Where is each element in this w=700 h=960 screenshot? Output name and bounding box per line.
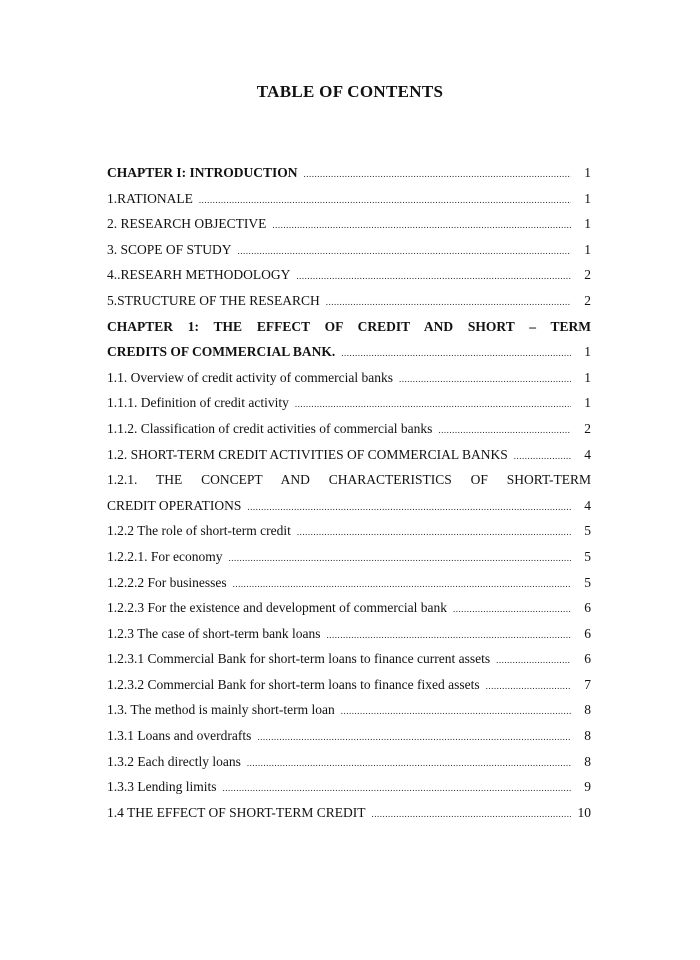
dot-leader <box>295 390 571 418</box>
toc-entry <box>107 646 591 672</box>
toc-entry-page-number: 2 <box>584 267 591 283</box>
toc-entry-page-number: 6 <box>584 651 591 667</box>
toc-entry <box>107 697 591 723</box>
toc-entry-page-number: 1 <box>584 395 591 411</box>
toc-entry-label: CREDIT OPERATIONS <box>107 497 242 513</box>
dot-leader <box>341 339 571 367</box>
toc-entry-page-number: 1 <box>584 241 591 257</box>
toc-entry-page-number: 6 <box>584 600 591 616</box>
toc-entry-label: 1.2.2 The role of short-term credit <box>107 523 291 539</box>
dot-leader <box>304 160 571 188</box>
toc-entry-label: 1.3.1 Loans and overdrafts <box>107 728 252 744</box>
dot-leader <box>326 288 571 316</box>
toc-entry-page-number: 4 <box>584 446 591 462</box>
toc-entry <box>107 262 591 288</box>
toc-entry-label: 1.3. The method is mainly short-term loan <box>107 702 335 718</box>
toc-entry <box>107 288 591 314</box>
dot-leader <box>341 697 571 725</box>
toc-entry <box>107 570 591 596</box>
toc-entry-page-number: 8 <box>584 753 591 769</box>
toc-entry <box>107 595 591 621</box>
toc-entry <box>107 672 591 698</box>
toc-entry-page-number: 5 <box>584 574 591 590</box>
toc-entry-label: 1.1.1. Definition of credit activity <box>107 395 289 411</box>
dot-leader <box>453 595 571 623</box>
toc-entry-label: 4..RESEARH METHODOLOGY <box>107 267 291 283</box>
toc-entry-label: 1.2.3 The case of short-term bank loans <box>107 625 321 641</box>
toc-list <box>107 160 591 825</box>
toc-entry-label: 1.2.2.2 For businesses <box>107 574 227 590</box>
toc-entry-label: 1.2.3.1 Commercial Bank for short-term loans to finance current assets <box>107 651 491 667</box>
toc-entry-label: 1.2.1. THE CONCEPT AND CHARACTERISTICS OF SHORT-TERM <box>107 472 591 488</box>
toc-entry-page-number: 7 <box>584 676 591 692</box>
toc-entry-page-number: 8 <box>584 728 591 744</box>
dot-leader <box>272 211 571 239</box>
toc-entry-label: CREDITS OF COMMERCIAL BANK. <box>107 344 336 360</box>
toc-entry-label: 1.2.3.2 Commercial Bank for short-term loans to finance fixed assets <box>107 676 480 692</box>
toc-entry-page-number: 1 <box>584 344 591 360</box>
toc-entry <box>107 339 591 365</box>
toc-entry <box>107 493 591 519</box>
toc-entry <box>107 442 591 468</box>
toc-entry-label: 1.RATIONALE <box>107 190 193 206</box>
toc-entry-label: 2. RESEARCH OBJECTIVE <box>107 216 267 232</box>
toc-entry-label: 1.1.2. Classification of credit activities of commercial banks <box>107 420 433 436</box>
dot-leader <box>229 544 572 572</box>
toc-entry <box>107 186 591 212</box>
dot-leader <box>247 749 571 777</box>
toc-entry <box>107 723 591 749</box>
dot-leader <box>223 774 572 802</box>
toc-entry-page-number: 2 <box>584 292 591 308</box>
dot-leader <box>496 646 571 674</box>
toc-entry-label: 1.3.3 Lending limits <box>107 779 217 795</box>
toc-entry <box>107 749 591 775</box>
toc-entry-page-number: 8 <box>584 702 591 718</box>
toc-entry-label: 3. SCOPE OF STUDY <box>107 241 232 257</box>
dot-leader <box>438 416 571 444</box>
dot-leader <box>257 723 571 751</box>
toc-entry <box>107 416 591 442</box>
toc-entry-label: 1.1. Overview of credit activity of commercial banks <box>107 369 394 385</box>
toc-entry-page-number: 6 <box>584 625 591 641</box>
toc-entry <box>107 518 591 544</box>
toc-entry-label: 1.2.2.3 For the existence and development of commercial bank <box>107 600 448 616</box>
toc-entry <box>107 314 591 340</box>
dot-leader <box>326 621 571 649</box>
toc-entry <box>107 237 591 263</box>
toc-title: TABLE OF CONTENTS <box>256 82 444 101</box>
toc-entry-label: 1.2.2.1. For economy <box>107 548 223 564</box>
dot-leader <box>371 800 571 828</box>
toc-entry-page-number: 4 <box>584 497 591 513</box>
toc-entry-label: CHAPTER I: INTRODUCTION <box>107 165 298 180</box>
dot-leader <box>296 262 571 290</box>
toc-entry-page-number: 1 <box>584 369 591 385</box>
toc-entry <box>107 211 591 237</box>
dot-leader <box>514 442 571 470</box>
dot-leader <box>247 493 571 521</box>
dot-leader <box>199 186 571 214</box>
toc-entry-label: 1.4 THE EFFECT OF SHORT-TERM CREDIT <box>107 804 366 820</box>
toc-entry-label: 1.2. SHORT-TERM CREDIT ACTIVITIES OF COMMERCIAL BANKS <box>107 446 508 462</box>
dot-leader <box>399 365 571 393</box>
toc-entry-page-number: 10 <box>577 804 591 820</box>
toc-entry-page-number: 9 <box>584 779 591 795</box>
dot-leader <box>238 237 571 265</box>
toc-entry-page-number: 2 <box>584 420 591 436</box>
toc-entry-label: 1.3.2 Each directly loans <box>107 753 241 769</box>
toc-entry <box>107 774 591 800</box>
toc-entry <box>107 390 591 416</box>
toc-entry-page-number: 5 <box>584 548 591 564</box>
dot-leader <box>233 570 571 598</box>
toc-entry <box>107 467 591 493</box>
toc-entry-page-number: 1 <box>584 216 591 232</box>
toc-entry-page-number: 5 <box>584 523 591 539</box>
toc-entry <box>107 621 591 647</box>
toc-entry <box>107 544 591 570</box>
dot-leader <box>486 672 571 700</box>
toc-entry-page-number: 1 <box>584 190 591 206</box>
toc-entry-label: 5.STRUCTURE OF THE RESEARCH <box>107 292 320 308</box>
dot-leader <box>297 518 571 546</box>
toc-entry <box>107 800 591 826</box>
toc-entry-label: CHAPTER 1: THE EFFECT OF CREDIT AND SHORT – TERM <box>107 318 591 334</box>
toc-entry <box>107 160 591 186</box>
toc-entry <box>107 365 591 391</box>
toc-entry-page-number: 1 <box>584 165 591 180</box>
